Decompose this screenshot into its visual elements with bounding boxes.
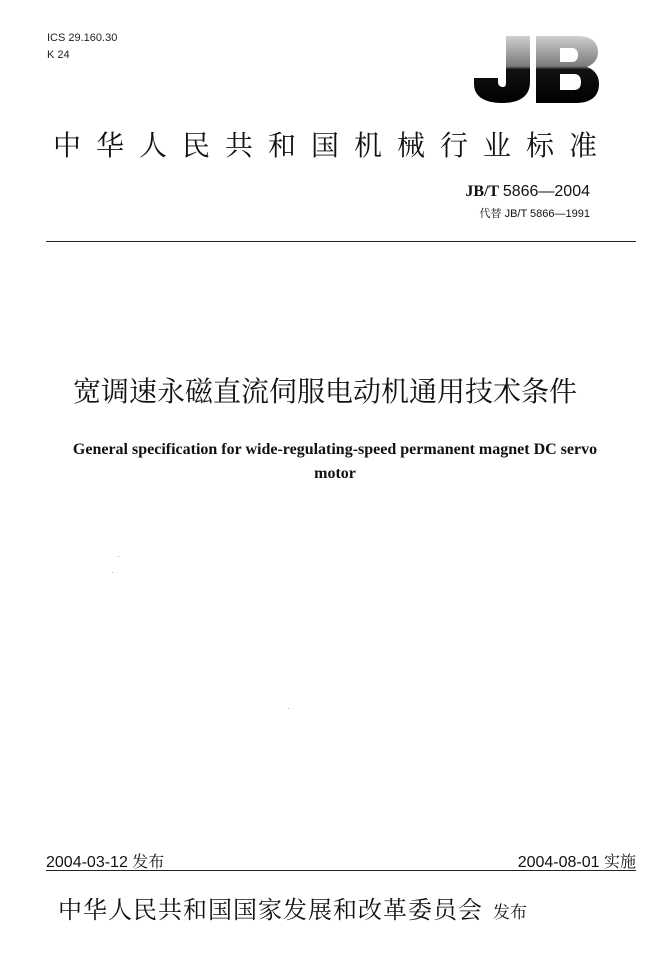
document-title-cn: 宽调速永磁直流伺服电动机通用技术条件 bbox=[72, 375, 577, 408]
classification-codes bbox=[47, 30, 117, 64]
issuer-line bbox=[58, 890, 527, 925]
scan-speck bbox=[118, 556, 119, 557]
standard-number-block bbox=[465, 183, 590, 221]
header-divider bbox=[46, 241, 636, 242]
jb-logo bbox=[470, 34, 600, 104]
ics-code: ICS 29.160.30 bbox=[47, 32, 118, 44]
issue-date: 2004-03-12 发布 bbox=[46, 854, 165, 871]
standard-number bbox=[465, 183, 590, 201]
scan-speck bbox=[112, 572, 113, 573]
document-title-en: General specification for wide-regulating-speed permanent magnet DC servo motor bbox=[72, 441, 598, 482]
effective-date: 2004-08-01 实施 bbox=[517, 854, 636, 871]
scan-speck bbox=[288, 708, 289, 709]
replaces-standard: 代替 JB/T 5866—1991 bbox=[479, 208, 590, 220]
footer-divider bbox=[46, 870, 636, 871]
issuer-suffix: 发布 bbox=[493, 903, 527, 923]
issuer-name: 中华人民共和国国家发展和改革委员会 bbox=[58, 896, 483, 924]
standard-number-value: 5866—2004 bbox=[502, 183, 590, 200]
standard-prefix: JB/T bbox=[465, 183, 499, 200]
standard-category-title: 中华人民共和国机械行业标准 bbox=[52, 129, 612, 162]
ccs-code: K 24 bbox=[47, 49, 70, 61]
